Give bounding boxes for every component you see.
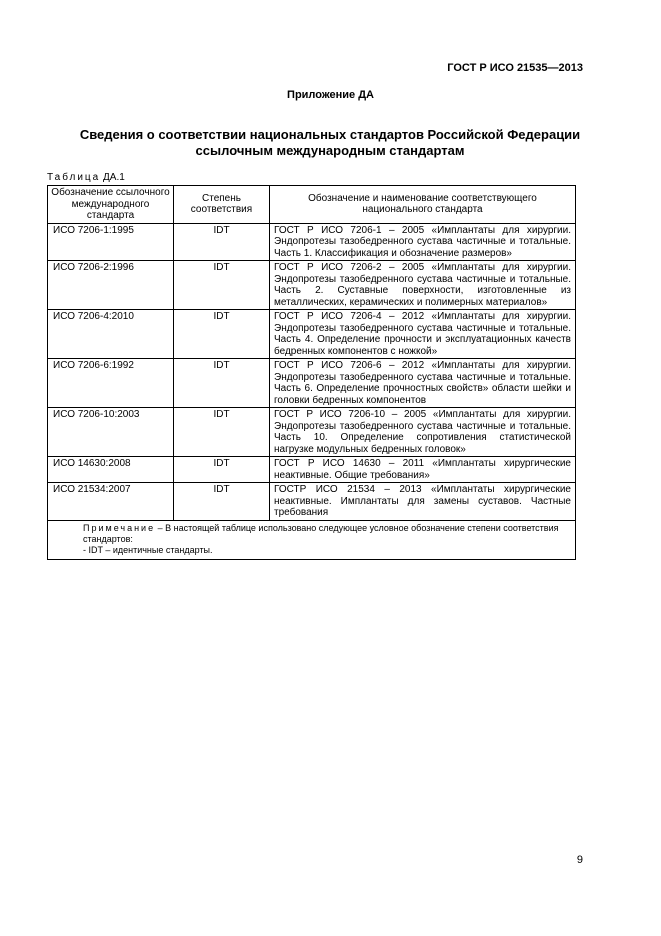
- cell-degree: IDT: [174, 223, 270, 261]
- cell-name: ГОСТ Р ИСО 7206-1 – 2005 «Имплантаты для хирургии. Эндопротезы тазобедренного сустава частичные и тотальные. Часть 1. Классификация и обозначение размеров»: [270, 223, 576, 261]
- cell-code: ИСО 14630:2008: [48, 457, 174, 483]
- table-note-label: Примечание: [83, 522, 156, 533]
- cell-name: ГОСТ Р ИСО 7206-2 – 2005 «Имплантаты для хирургии. Эндопротезы тазобедренного сустава частичные и тотальные. Часть 2. Суставные поверхности, изготовленные из металлических, керамических и полимерных материалов»: [270, 261, 576, 310]
- appendix-title: Приложение ДА: [287, 89, 374, 101]
- table-row: [48, 261, 576, 310]
- table-row: [48, 223, 576, 261]
- cell-degree: IDT: [174, 457, 270, 483]
- cell-code: ИСО 7206-4:2010: [48, 310, 174, 359]
- table-row: [48, 359, 576, 408]
- document-code: ГОСТ Р ИСО 21535—2013: [447, 62, 583, 74]
- table-note-text: – В настоящей таблице использовано следующее условное обозначение степени соответствия стандартов:: [83, 522, 559, 544]
- cell-code: ИСО 7206-10:2003: [48, 408, 174, 457]
- header-international-standard: Обозначение ссылочного международного стандарта: [48, 186, 174, 224]
- cell-degree: IDT: [174, 310, 270, 359]
- table-row: [48, 310, 576, 359]
- standards-correspondence-table: [47, 185, 576, 560]
- cell-name: ГОСТ Р ИСО 7206-4 – 2012 «Имплантаты для хирургии. Эндопротезы тазобедренного сустава частичные и тотальные. Часть 4. Определение прочности и эксплуатационных качеств бедренных компонентов с ножкой»: [270, 310, 576, 359]
- cell-degree: IDT: [174, 359, 270, 408]
- table-row: [48, 483, 576, 521]
- cell-name: ГОСТ Р ИСО 7206-10 – 2005 «Имплантаты для хирургии. Эндопротезы тазобедренного сустава частичные и тотальные. Часть 10. Определение сопротивления статистической нагрузке модульных бедренных головок»: [270, 408, 576, 457]
- header-degree-of-conformity: Степень соответствия: [174, 186, 270, 224]
- table-caption-label: Таблица: [47, 172, 101, 183]
- cell-degree: IDT: [174, 483, 270, 521]
- cell-name: ГОСТ Р ИСО 14630 – 2011 «Имплантаты хирургические неактивные. Общие требования»: [270, 457, 576, 483]
- table-header-row: [48, 186, 576, 224]
- cell-degree: IDT: [174, 408, 270, 457]
- cell-name: ГОСТ Р ИСО 7206-6 – 2012 «Имплантаты для хирургии. Эндопротезы тазобедренного сустава частичные и тотальные. Часть 6. Определение прочностных свойств» области шейки и головки бедренных компонентов: [270, 359, 576, 408]
- page-number: 9: [576, 854, 583, 866]
- header-national-standard: Обозначение и наименование соответствующего национального стандарта: [270, 186, 576, 224]
- table-caption: [47, 172, 125, 183]
- cell-code: ИСО 21534:2007: [48, 483, 174, 521]
- cell-name: ГОСТР ИСО 21534 – 2013 «Имплантаты хирургические неактивные. Имплантаты для замены суставов. Частные требования: [270, 483, 576, 521]
- cell-code: ИСО 7206-1:1995: [48, 223, 174, 261]
- cell-code: ИСО 7206-6:1992: [48, 359, 174, 408]
- section-title: [40, 127, 620, 159]
- section-title-line-2: ссылочным международным стандартам: [195, 143, 465, 158]
- table-row: [48, 457, 576, 483]
- table-note-paragraph: [53, 523, 571, 545]
- table-note-item: - IDT – идентичные стандарты.: [83, 544, 213, 555]
- table-row: [48, 408, 576, 457]
- table-note: [48, 520, 576, 559]
- cell-degree: IDT: [174, 261, 270, 310]
- cell-code: ИСО 7206-2:1996: [48, 261, 174, 310]
- section-title-line-1: Сведения о соответствии национальных стандартов Российской Федерации: [79, 127, 581, 142]
- table-caption-number: ДА.1: [100, 172, 125, 183]
- table-note-row: [48, 520, 576, 559]
